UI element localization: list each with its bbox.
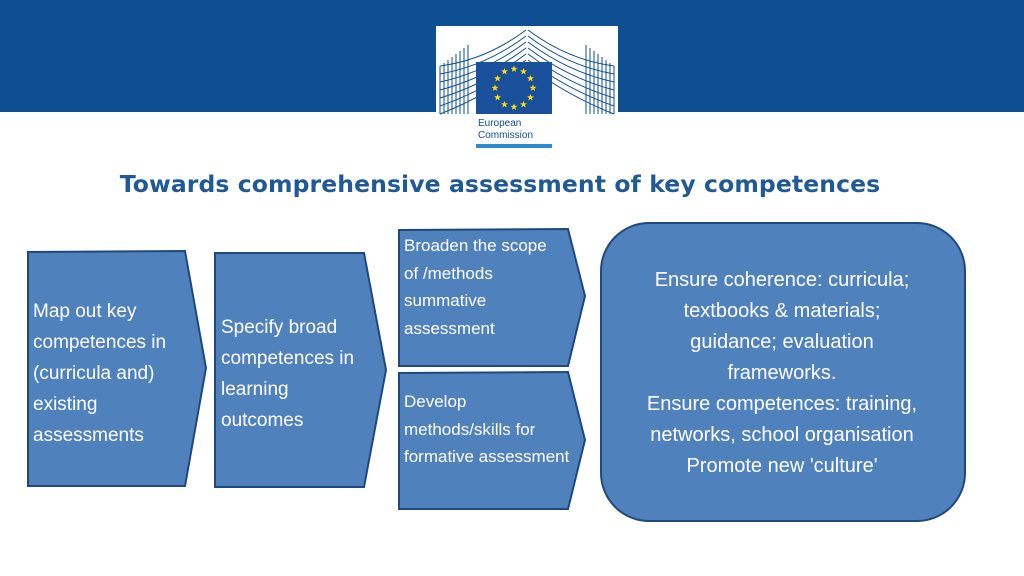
step-4-label: Develop methods/skills for formative assessment [404,392,570,466]
outcome-line: guidance; evaluation [690,331,874,353]
outcome-line: Ensure coherence: curricula; [654,269,910,291]
step-2-label: Specify broad competences in learning outcomes [221,317,355,431]
outcome-line: textbooks & materials; [683,300,881,322]
slide-title: Towards comprehensive assessment of key competences [119,170,881,198]
step-3-label: Broaden the scope of /methods summative assessment [404,236,547,338]
step-1-label: Map out key competences in (curricula and) existing assessments [33,301,167,446]
outcome-line: frameworks. [727,362,837,384]
logo-line-2: Commission [478,130,534,141]
outcome-box-text [612,265,952,482]
outcome-line: Promote new 'culture' [686,455,878,477]
logo-line-1: European [478,118,522,129]
outcome-line: Ensure competences: training, [646,393,918,415]
outcome-line: networks, school organisation [650,424,914,446]
